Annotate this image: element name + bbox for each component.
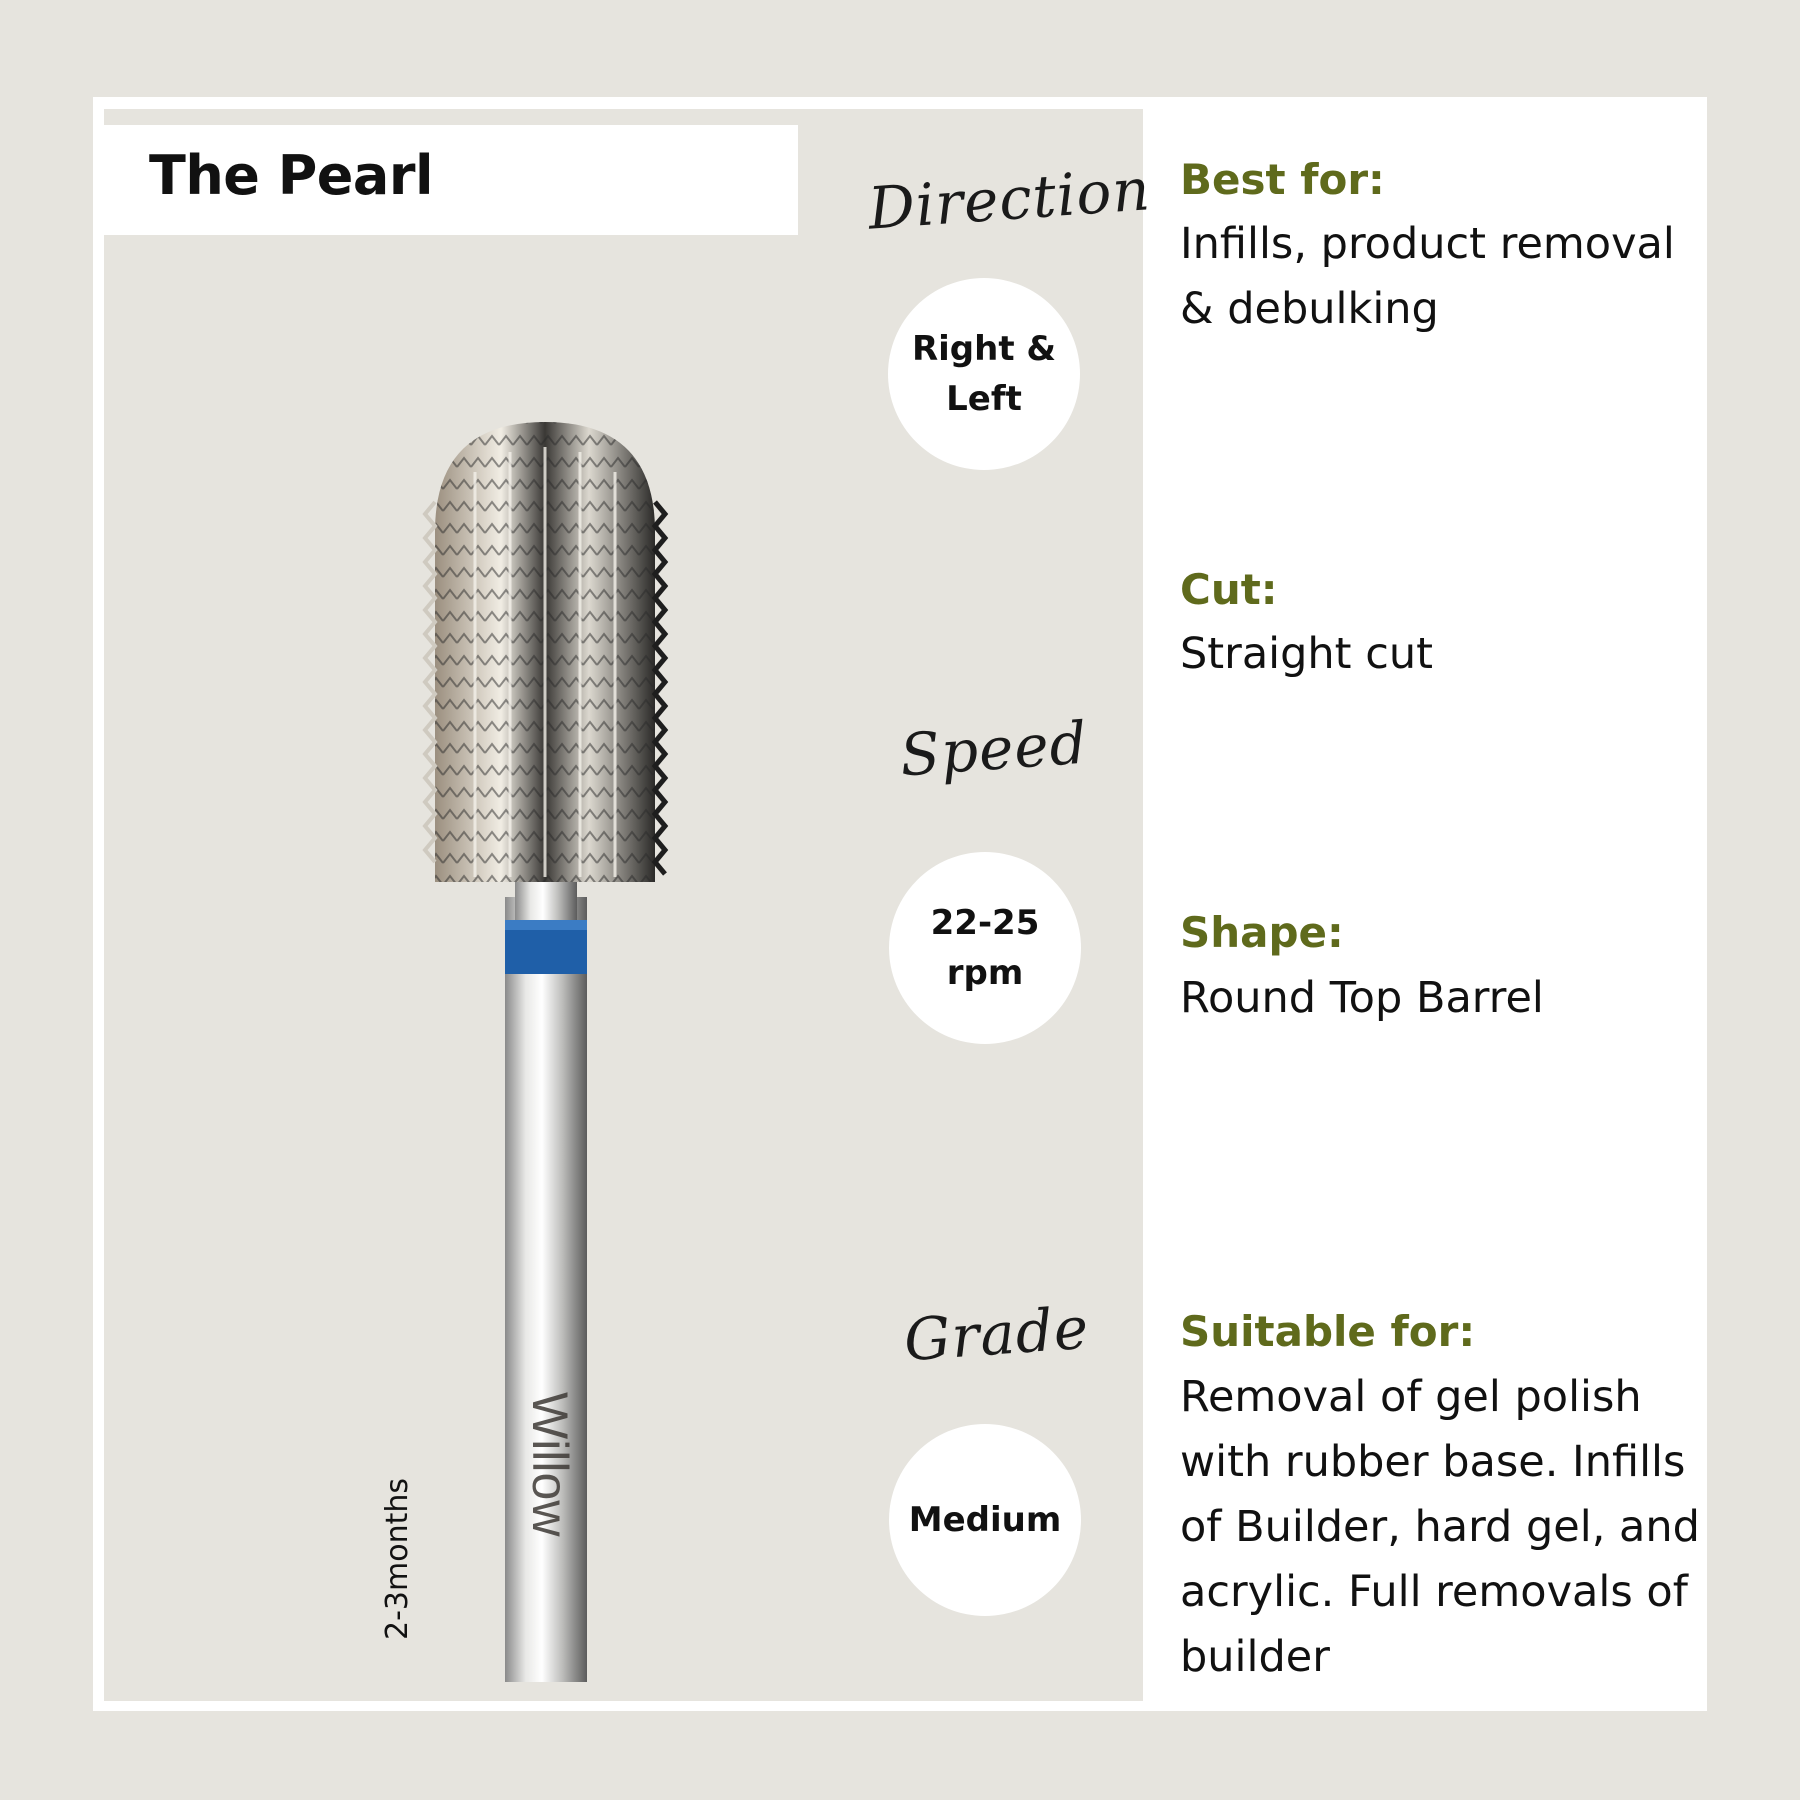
direction-value-line2: Left bbox=[946, 379, 1022, 419]
grade-badge bbox=[889, 1424, 1081, 1616]
best-for-heading: Best for: bbox=[1180, 155, 1385, 204]
suitable-for-body: Removal of gel polish with rubber base. Infills of Builder, hard gel, and acrylic. Full removals of builder bbox=[1180, 1372, 1700, 1682]
best-for-body: Infills, product removal & debulking bbox=[1180, 219, 1675, 334]
grade-value: Medium bbox=[908, 1500, 1062, 1540]
lifespan-note: 2-3months bbox=[380, 1478, 415, 1640]
cut-heading: Cut: bbox=[1180, 565, 1278, 614]
product-title: The Pearl bbox=[149, 144, 433, 207]
speed-badge bbox=[889, 852, 1081, 1044]
brand-engraving: Willow bbox=[522, 1392, 578, 1537]
speed-value-line1: 22-25 bbox=[930, 903, 1040, 943]
direction-badge bbox=[888, 278, 1080, 470]
speed-value-line2: rpm bbox=[946, 953, 1024, 993]
suitable-for-heading: Suitable for: bbox=[1180, 1307, 1476, 1356]
shape-heading: Shape: bbox=[1180, 908, 1344, 957]
nail-drill-bit-icon bbox=[415, 412, 695, 1682]
direction-value-line1: Right & bbox=[911, 329, 1057, 369]
speed-label: Speed bbox=[897, 708, 1090, 790]
cut-body: Straight cut bbox=[1180, 629, 1433, 679]
direction-label: Direction bbox=[865, 155, 1153, 243]
grade-label: Grade bbox=[901, 1293, 1092, 1375]
shape-body: Round Top Barrel bbox=[1180, 973, 1544, 1023]
